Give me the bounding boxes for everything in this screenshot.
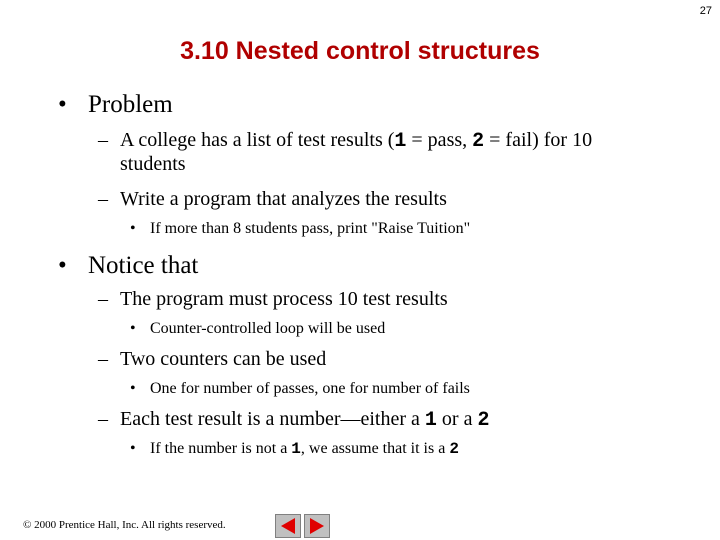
notice-subsub-3-text: If the number is not a 1, we assume that it is a 2 [150,440,459,458]
notice-subsub-1-text: Counter-controlled loop will be used [150,320,386,337]
slide-title: 3.10 Nested control structures [180,37,540,65]
notice-sub-1 [98,288,448,310]
notice-subsub-3 [130,440,459,458]
dash-mark: – [98,288,108,310]
bullet-dot: • [130,220,136,237]
notice-sub-2 [98,348,326,370]
arrow-right-icon [304,514,330,538]
dash-mark: – [98,129,108,151]
notice-subsub-1 [130,320,385,338]
previous-slide-button[interactable] [275,514,301,538]
dash-mark: – [98,188,108,210]
dash-mark: – [98,348,108,370]
problem-sub-2-text: Write a program that analyzes the results [120,188,447,210]
notice-subsub-2 [130,380,470,398]
bullet-dot: • [58,91,67,118]
problem-subsub-1 [130,220,470,238]
bullet-notice [58,252,198,280]
bullet-problem [58,91,173,119]
copyright-footer: © 2000 Prentice Hall, Inc. All rights reserved. [23,519,226,531]
notice-sub-2-text: Two counters can be used [120,348,327,370]
next-slide-button[interactable] [304,514,330,538]
bullet-dot: • [130,380,136,397]
notice-subsub-2-text: One for number of passes, one for number of fails [150,380,470,397]
notice-sub-3-text: Each test result is a number—either a 1 or a 2 [120,408,490,432]
page-number: 27 [699,5,712,17]
dash-mark: – [98,408,108,430]
bullet-dot: • [130,440,136,457]
notice-sub-3 [98,408,489,432]
arrow-left-icon [275,514,301,538]
bullet-dot: • [58,252,67,279]
notice-sub-1-text: The program must process 10 test results [120,288,448,310]
bullet-notice-text: Notice that [88,252,199,279]
problem-sub-1 [98,129,658,175]
problem-sub-2 [98,188,447,210]
bullet-dot: • [130,320,136,337]
bullet-problem-text: Problem [88,91,173,118]
problem-subsub-1-text: If more than 8 students pass, print "Raise Tuition" [150,220,471,237]
problem-sub-1-text: A college has a list of test results (1 = pass, 2 = fail) for 10 students [120,129,593,175]
